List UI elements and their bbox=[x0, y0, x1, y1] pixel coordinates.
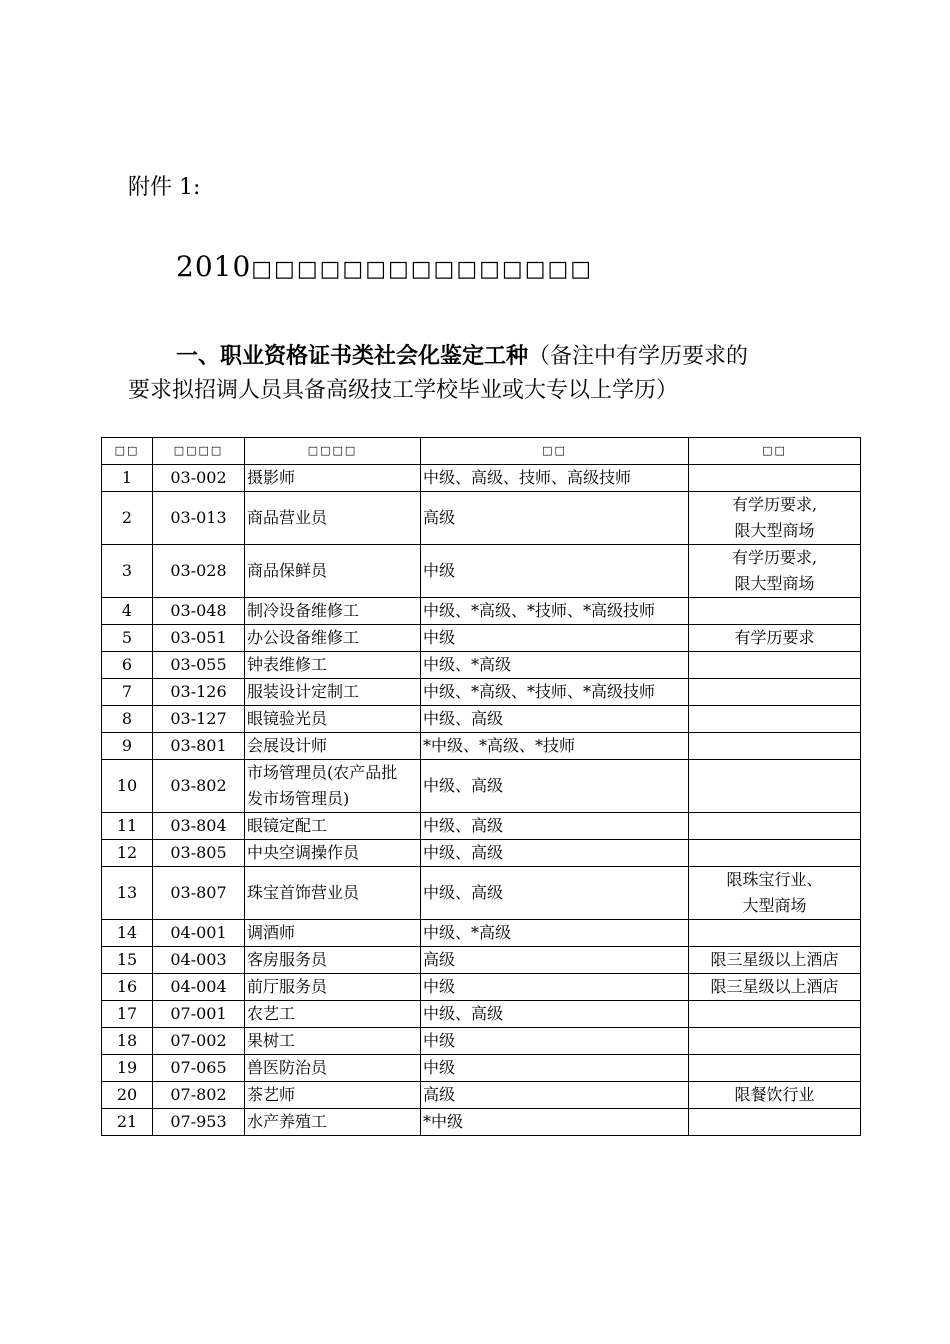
header-no: □□ bbox=[102, 438, 153, 465]
cell-level: 中级 bbox=[421, 1028, 689, 1055]
table-row bbox=[102, 465, 861, 492]
cell-note bbox=[689, 1055, 861, 1082]
cell-name: 钟表维修工 bbox=[245, 652, 421, 679]
cell-name: 前厅服务员 bbox=[245, 974, 421, 1001]
cell-no: 10 bbox=[102, 760, 153, 813]
cell-no: 1 bbox=[102, 465, 153, 492]
table-row bbox=[102, 1055, 861, 1082]
cell-level: 中级 bbox=[421, 974, 689, 1001]
cell-no: 12 bbox=[102, 840, 153, 867]
table-row bbox=[102, 492, 861, 545]
cell-note: 限珠宝行业、 大型商场 bbox=[689, 867, 861, 920]
table-header-row bbox=[102, 438, 861, 465]
table-row bbox=[102, 1028, 861, 1055]
table-row bbox=[102, 920, 861, 947]
section-note-line2: 要求拟招调人员具备高级技工学校毕业或大专以上学历） bbox=[128, 378, 679, 403]
cell-level: 中级、高级、技师、高级技师 bbox=[421, 465, 689, 492]
table-row bbox=[102, 598, 861, 625]
table-row bbox=[102, 1082, 861, 1109]
cell-name: 办公设备维修工 bbox=[245, 625, 421, 652]
header-name: □□□□ bbox=[245, 438, 421, 465]
table-row bbox=[102, 545, 861, 598]
table-row bbox=[102, 840, 861, 867]
title-text: □□□□□□□□□□□□□□□ bbox=[251, 257, 594, 282]
cell-note bbox=[689, 813, 861, 840]
cell-code: 03-801 bbox=[153, 733, 245, 760]
cell-note bbox=[689, 465, 861, 492]
cell-code: 03-805 bbox=[153, 840, 245, 867]
section-note-line1: （备注中有学历要求的 bbox=[528, 344, 749, 369]
cell-level: 中级、*高级、*技师、*高级技师 bbox=[421, 598, 689, 625]
cell-code: 04-001 bbox=[153, 920, 245, 947]
cell-code: 03-002 bbox=[153, 465, 245, 492]
cell-code: 03-013 bbox=[153, 492, 245, 545]
cell-no: 21 bbox=[102, 1109, 153, 1136]
cell-no: 8 bbox=[102, 706, 153, 733]
document-title bbox=[176, 250, 593, 283]
cell-level: 中级、*高级 bbox=[421, 920, 689, 947]
header-note: □□ bbox=[689, 438, 861, 465]
cell-no: 7 bbox=[102, 679, 153, 706]
cell-no: 11 bbox=[102, 813, 153, 840]
cell-note bbox=[689, 1001, 861, 1028]
cell-code: 03-807 bbox=[153, 867, 245, 920]
cell-no: 16 bbox=[102, 974, 153, 1001]
cell-code: 07-802 bbox=[153, 1082, 245, 1109]
cell-name: 会展设计师 bbox=[245, 733, 421, 760]
cell-level: 中级、高级 bbox=[421, 706, 689, 733]
header-level: □□ bbox=[421, 438, 689, 465]
cell-code: 03-126 bbox=[153, 679, 245, 706]
table-row bbox=[102, 947, 861, 974]
cell-name: 眼镜定配工 bbox=[245, 813, 421, 840]
cell-no: 19 bbox=[102, 1055, 153, 1082]
cell-no: 17 bbox=[102, 1001, 153, 1028]
cell-no: 18 bbox=[102, 1028, 153, 1055]
occupation-table bbox=[101, 437, 861, 1136]
cell-level: 中级、高级 bbox=[421, 867, 689, 920]
cell-level: 中级 bbox=[421, 545, 689, 598]
cell-note bbox=[689, 760, 861, 813]
cell-name: 水产养殖工 bbox=[245, 1109, 421, 1136]
cell-level: 中级、*高级、*技师、*高级技师 bbox=[421, 679, 689, 706]
cell-level: 中级、高级 bbox=[421, 813, 689, 840]
cell-no: 9 bbox=[102, 733, 153, 760]
section-heading: 一、职业资格证书类社会化鉴定工种 bbox=[176, 344, 529, 369]
cell-name: 市场管理员(农产品批 发市场管理员) bbox=[245, 760, 421, 813]
cell-name: 农艺工 bbox=[245, 1001, 421, 1028]
cell-name: 调酒师 bbox=[245, 920, 421, 947]
attachment-label: 附件 1: bbox=[128, 175, 201, 200]
cell-no: 3 bbox=[102, 545, 153, 598]
cell-note: 有学历要求, 限大型商场 bbox=[689, 545, 861, 598]
cell-note bbox=[689, 920, 861, 947]
cell-no: 4 bbox=[102, 598, 153, 625]
cell-level: 中级、高级 bbox=[421, 760, 689, 813]
cell-name: 摄影师 bbox=[245, 465, 421, 492]
cell-note bbox=[689, 1028, 861, 1055]
table-row bbox=[102, 706, 861, 733]
cell-no: 14 bbox=[102, 920, 153, 947]
table-row bbox=[102, 625, 861, 652]
table-row bbox=[102, 733, 861, 760]
cell-name: 服装设计定制工 bbox=[245, 679, 421, 706]
cell-note: 有学历要求, 限大型商场 bbox=[689, 492, 861, 545]
cell-name: 商品保鲜员 bbox=[245, 545, 421, 598]
cell-name: 制冷设备维修工 bbox=[245, 598, 421, 625]
cell-note: 有学历要求 bbox=[689, 625, 861, 652]
cell-note: 限餐饮行业 bbox=[689, 1082, 861, 1109]
cell-note: 限三星级以上酒店 bbox=[689, 974, 861, 1001]
cell-code: 03-048 bbox=[153, 598, 245, 625]
section-heading-block bbox=[128, 340, 848, 408]
table-body bbox=[102, 465, 861, 1136]
cell-name: 中央空调操作员 bbox=[245, 840, 421, 867]
cell-code: 07-953 bbox=[153, 1109, 245, 1136]
cell-code: 04-004 bbox=[153, 974, 245, 1001]
table-row bbox=[102, 813, 861, 840]
cell-name: 商品营业员 bbox=[245, 492, 421, 545]
cell-code: 03-055 bbox=[153, 652, 245, 679]
cell-name: 兽医防治员 bbox=[245, 1055, 421, 1082]
cell-no: 2 bbox=[102, 492, 153, 545]
cell-level: 中级 bbox=[421, 1055, 689, 1082]
cell-code: 03-028 bbox=[153, 545, 245, 598]
cell-name: 珠宝首饰营业员 bbox=[245, 867, 421, 920]
cell-note: 限三星级以上酒店 bbox=[689, 947, 861, 974]
cell-code: 04-003 bbox=[153, 947, 245, 974]
table-row bbox=[102, 679, 861, 706]
cell-level: *中级 bbox=[421, 1109, 689, 1136]
cell-no: 13 bbox=[102, 867, 153, 920]
cell-name: 眼镜验光员 bbox=[245, 706, 421, 733]
table-row bbox=[102, 974, 861, 1001]
cell-level: 中级、高级 bbox=[421, 840, 689, 867]
cell-level: 中级 bbox=[421, 625, 689, 652]
table-row bbox=[102, 1109, 861, 1136]
cell-no: 6 bbox=[102, 652, 153, 679]
cell-code: 03-804 bbox=[153, 813, 245, 840]
cell-code: 03-802 bbox=[153, 760, 245, 813]
cell-code: 07-001 bbox=[153, 1001, 245, 1028]
cell-note bbox=[689, 1109, 861, 1136]
cell-level: *中级、*高级、*技师 bbox=[421, 733, 689, 760]
cell-code: 07-065 bbox=[153, 1055, 245, 1082]
cell-note bbox=[689, 652, 861, 679]
header-code: □□□□ bbox=[153, 438, 245, 465]
cell-code: 03-127 bbox=[153, 706, 245, 733]
cell-level: 高级 bbox=[421, 1082, 689, 1109]
cell-note bbox=[689, 733, 861, 760]
cell-code: 07-002 bbox=[153, 1028, 245, 1055]
cell-no: 5 bbox=[102, 625, 153, 652]
table-row bbox=[102, 1001, 861, 1028]
cell-no: 15 bbox=[102, 947, 153, 974]
title-year: 2010 bbox=[176, 250, 252, 283]
table-row bbox=[102, 867, 861, 920]
cell-level: 中级、高级 bbox=[421, 1001, 689, 1028]
cell-level: 中级、*高级 bbox=[421, 652, 689, 679]
cell-name: 客房服务员 bbox=[245, 947, 421, 974]
cell-level: 高级 bbox=[421, 492, 689, 545]
cell-note bbox=[689, 598, 861, 625]
cell-note bbox=[689, 706, 861, 733]
table-row bbox=[102, 652, 861, 679]
cell-note bbox=[689, 840, 861, 867]
cell-note bbox=[689, 679, 861, 706]
cell-name: 果树工 bbox=[245, 1028, 421, 1055]
cell-code: 03-051 bbox=[153, 625, 245, 652]
cell-name: 茶艺师 bbox=[245, 1082, 421, 1109]
cell-level: 高级 bbox=[421, 947, 689, 974]
cell-no: 20 bbox=[102, 1082, 153, 1109]
table-row bbox=[102, 760, 861, 813]
